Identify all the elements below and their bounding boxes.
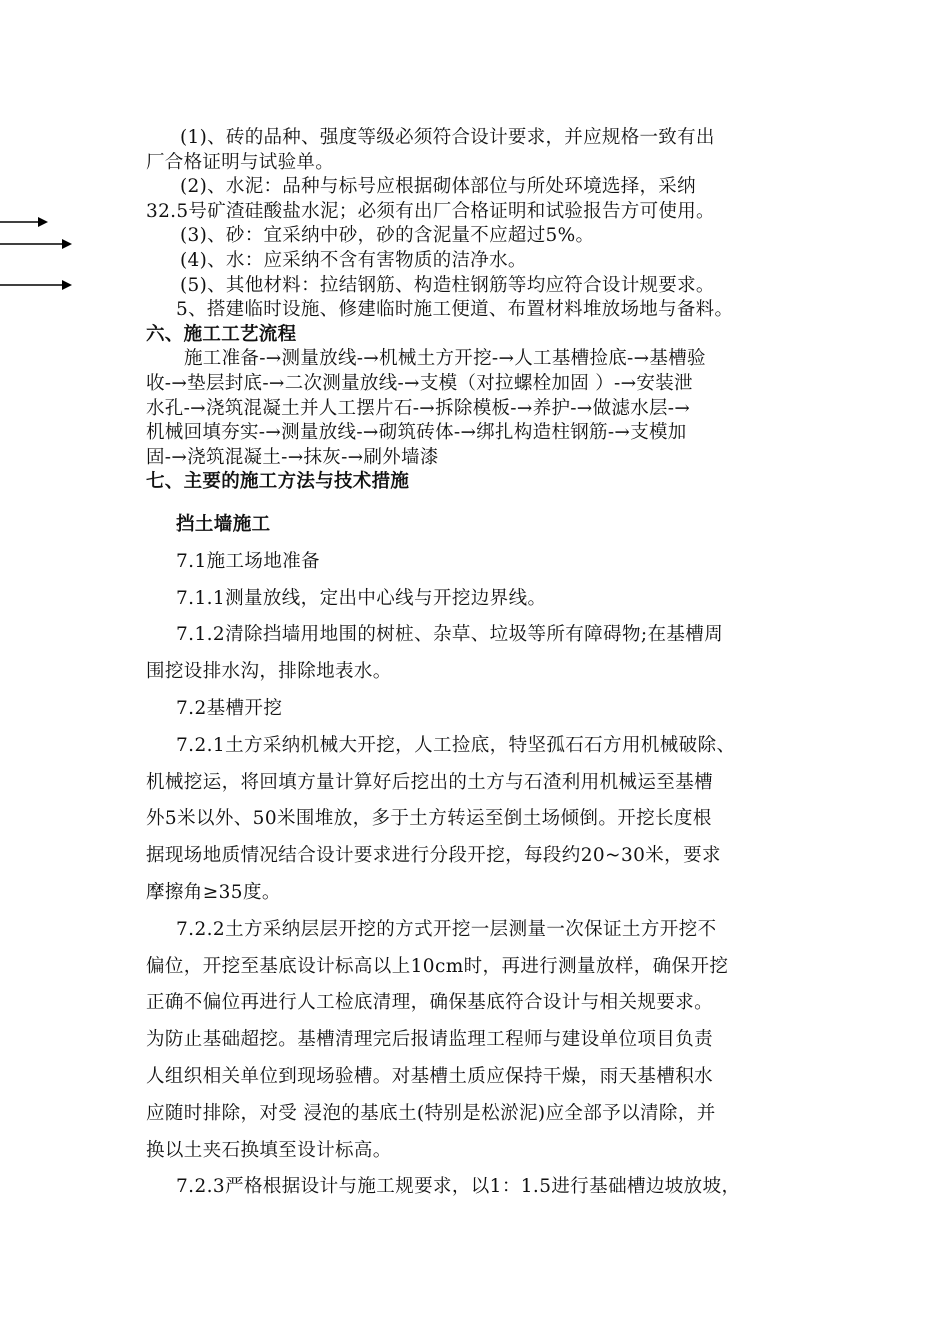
text-line: 固-→浇筑混凝土-→抹灰-→刷外墙漆 bbox=[146, 446, 439, 468]
subsection-heading: 挡土墙施工 bbox=[176, 514, 271, 535]
retaining-wall-section bbox=[146, 507, 846, 1206]
text-line: 5、搭建临时设施、修建临时施工便道、布置材料堆放场地与备料。 bbox=[176, 299, 734, 321]
text-line: 7.1.2清除挡墙用地围的树桩、杂草、垃圾等所有障碍物;在基槽周 bbox=[176, 624, 724, 646]
text-line: (1)、砖的品种、强度等级必须符合设计要求，并应规格一致有出 bbox=[180, 127, 715, 148]
text-line: 施工准备-→测量放线-→机械土方开挖-→人工基槽捡底-→基槽验 bbox=[184, 348, 706, 370]
text-line: 外5米以外、50米围堆放，多于土方转运至倒土场倾倒。开挖长度根 bbox=[146, 808, 712, 830]
section-heading: 七、主要的施工方法与技术措施 bbox=[146, 471, 410, 493]
text-line: (3)、砂：宜采纳中砂，砂的含泥量不应超过5%。 bbox=[180, 225, 595, 247]
text-line: 7.1施工场地准备 bbox=[176, 550, 321, 572]
text-line: 正确不偏位再进行人工检底清理，确保基底符合设计与相关规要求。 bbox=[146, 992, 714, 1014]
text-line: 7.2.1土方采纳机械大开挖，人工捡底，特坚孤石石方用机械破除、 bbox=[176, 734, 736, 756]
text-line: 7.1.1测量放线，定出中心线与开挖边界线。 bbox=[176, 587, 547, 609]
text-line: 收-→垫层封底-→二次测量放线-→支模（对拉螺栓加固 ）-→安装泄 bbox=[146, 372, 693, 394]
right-arrow-icon bbox=[0, 239, 72, 249]
right-arrow-icon bbox=[0, 280, 72, 290]
section-heading: 六、施工工艺流程 bbox=[146, 323, 297, 345]
text-line: 7.2基槽开挖 bbox=[176, 697, 283, 719]
text-line: 机械回填夯实-→测量放线-→砌筑砖体-→绑扎构造柱钢筋-→支模加 bbox=[146, 422, 687, 444]
margin-arrows bbox=[0, 210, 80, 300]
materials-and-process-section bbox=[146, 126, 846, 495]
text-line: 摩擦角≥35度。 bbox=[146, 881, 281, 903]
text-line: 7.2.3严格根据设计与施工规要求，以1：1.5进行基础槽边坡放坡， bbox=[176, 1176, 741, 1198]
text-line: 32.5号矿渣硅酸盐水泥；必须有出厂合格证明和试验报告方可使用。 bbox=[146, 200, 715, 222]
text-line: (4)、水：应采纳不含有害物质的洁净水。 bbox=[180, 249, 527, 271]
text-line: 换以土夹石换填至设计标高。 bbox=[146, 1139, 392, 1161]
text-line: 偏位，开挖至基底设计标高以上10cm时，再进行测量放样，确保开挖 bbox=[146, 955, 729, 977]
text-line: (5)、其他材料：拉结钢筋、构造柱钢筋等均应符合设计规要求。 bbox=[180, 274, 715, 296]
text-line: 人组织相关单位到现场验槽。对基槽土质应保持干燥，雨天基槽积水 bbox=[146, 1065, 714, 1087]
text-line: 围挖设排水沟，排除地表水。 bbox=[146, 661, 392, 683]
text-line: (2)、水泥：品种与标号应根据砌体部位与所处环境选择，采纳 bbox=[180, 176, 696, 198]
text-line: 据现场地质情况结合设计要求进行分段开挖，每段约20~30米，要求 bbox=[146, 845, 721, 867]
text-line: 应随时排除，对受 浸泡的基底土(特别是松淤泥)应全部予以清除，并 bbox=[146, 1102, 716, 1124]
text-line: 为防止基础超挖。基槽清理完后报请监理工程师与建设单位项目负责 bbox=[146, 1029, 714, 1051]
text-line: 厂合格证明与试验单。 bbox=[146, 151, 335, 173]
text-line: 水孔-→浇筑混凝土并人工摆片石-→拆除模板-→养护-→做滤水层-→ bbox=[146, 397, 691, 419]
text-line: 7.2.2土方采纳层层开挖的方式开挖一层测量一次保证土方开挖不 bbox=[176, 918, 717, 940]
text-line: 机械挖运，将回填方量计算好后挖出的土方与石渣利用机械运至基槽 bbox=[146, 771, 714, 793]
right-arrow-icon bbox=[0, 217, 48, 227]
